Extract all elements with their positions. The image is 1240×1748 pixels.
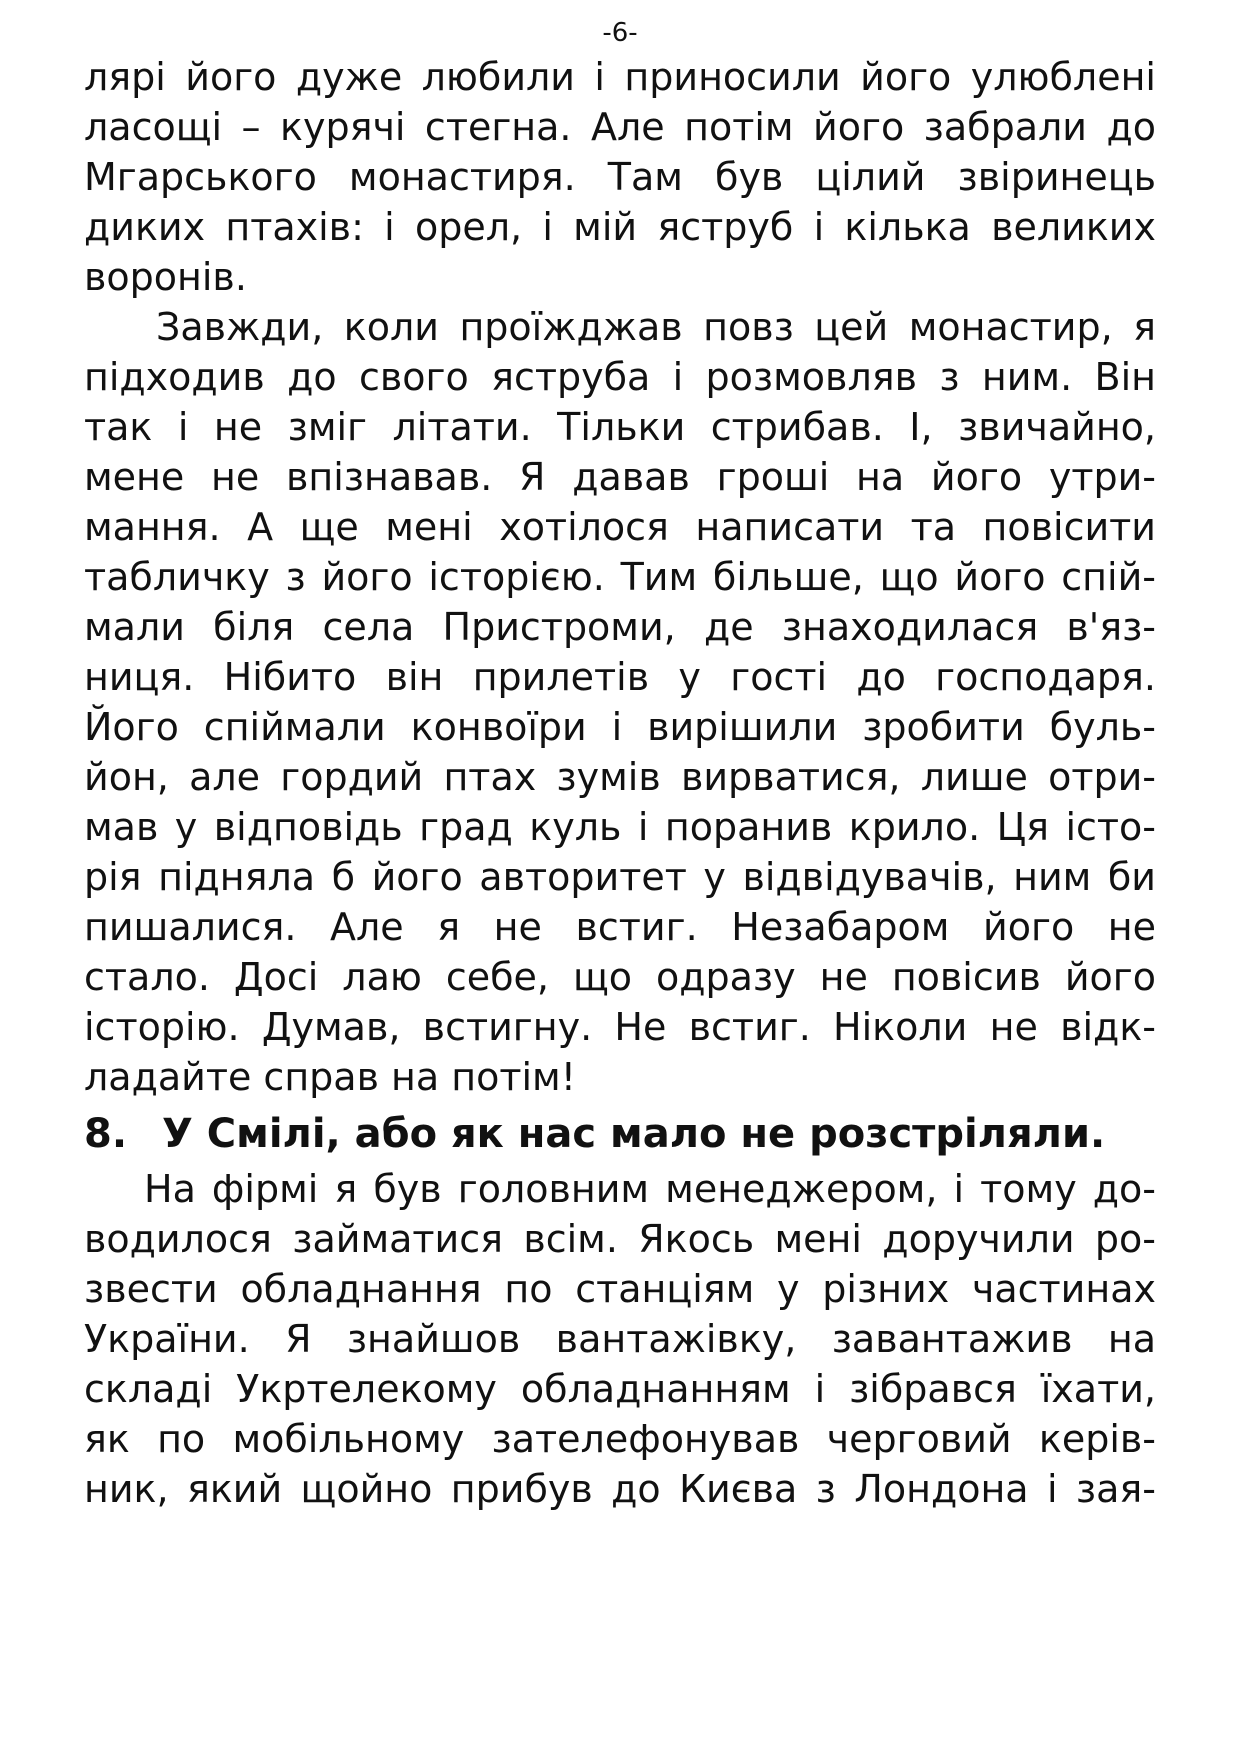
- text-line: ник, який щойно прибув до Києва з Лондона і зая-: [84, 1467, 1156, 1511]
- text-line: водилося займатися всім. Якось мені доручили ро-: [84, 1217, 1156, 1261]
- page-number: -6-: [602, 18, 638, 48]
- text-line: Завжди, коли проїжджав повз цей монастир, я: [156, 305, 1156, 349]
- text-line: стало. Досі лаю себе, що одразу не повісив його: [84, 955, 1156, 999]
- text-line: мав у відповідь град куль і поранив крило. Ця істо-: [84, 805, 1156, 849]
- text-line: Його спіймали конвоїри і вирішили зробити буль-: [84, 705, 1156, 749]
- text-line: ниця. Нібито він прилетів у гості до господаря.: [84, 655, 1156, 699]
- text-line: воронів.: [84, 255, 247, 299]
- text-line: України. Я знайшов вантажівку, завантажив на: [84, 1317, 1156, 1361]
- text-line: На фірмі я був головним менеджером, і тому до-: [144, 1167, 1156, 1211]
- text-line: Мгарського монастиря. Там був цілий звіринець: [84, 155, 1156, 199]
- section-heading: [84, 1108, 1156, 1160]
- text-line: ласощі – курячі стегна. Але потім його забрали до: [84, 105, 1156, 149]
- text-line: пишалися. Але я не встиг. Незабаром його не: [84, 905, 1156, 949]
- text-line: як по мобільному зателефонував черговий керів-: [84, 1417, 1156, 1461]
- text-line: ладайте справ на потім!: [84, 1055, 576, 1099]
- text-line: підходив до свого яструба і розмовляв з ним. Він: [84, 355, 1156, 399]
- text-line: мене не впізнавав. Я давав гроші на його утри-: [84, 455, 1156, 499]
- text-line: лярі його дуже любили і приносили його улюблені: [84, 55, 1156, 99]
- section-title: У Смілі, або як нас мало не розстріляли.: [162, 1111, 1106, 1157]
- text-line: мання. А ще мені хотілося написати та повісити: [84, 505, 1156, 549]
- text-line: складі Укртелекому обладнанням і зібрався їхати,: [84, 1367, 1156, 1411]
- text-line: табличку з його історією. Тим більше, що його спій-: [84, 555, 1156, 599]
- section-number: 8.: [84, 1111, 128, 1157]
- text-line: мали біля села Пристроми, де знаходилася в'яз-: [84, 605, 1156, 649]
- text-line: йон, але гордий птах зумів вирватися, лише отри-: [84, 755, 1156, 799]
- text-line: історію. Думав, встигну. Не встиг. Ніколи не відк-: [84, 1005, 1156, 1049]
- document-page: [84, 0, 1156, 1748]
- text-line: так і не зміг літати. Тільки стрибав. І, звичайно,: [84, 405, 1156, 449]
- text-line: диких птахів: і орел, і мій яструб і кілька великих: [84, 205, 1156, 249]
- text-line: звести обладнання по станціям у різних частинах: [84, 1267, 1156, 1311]
- text-line: рія підняла б його авторитет у відвідувачів, ним би: [84, 855, 1156, 899]
